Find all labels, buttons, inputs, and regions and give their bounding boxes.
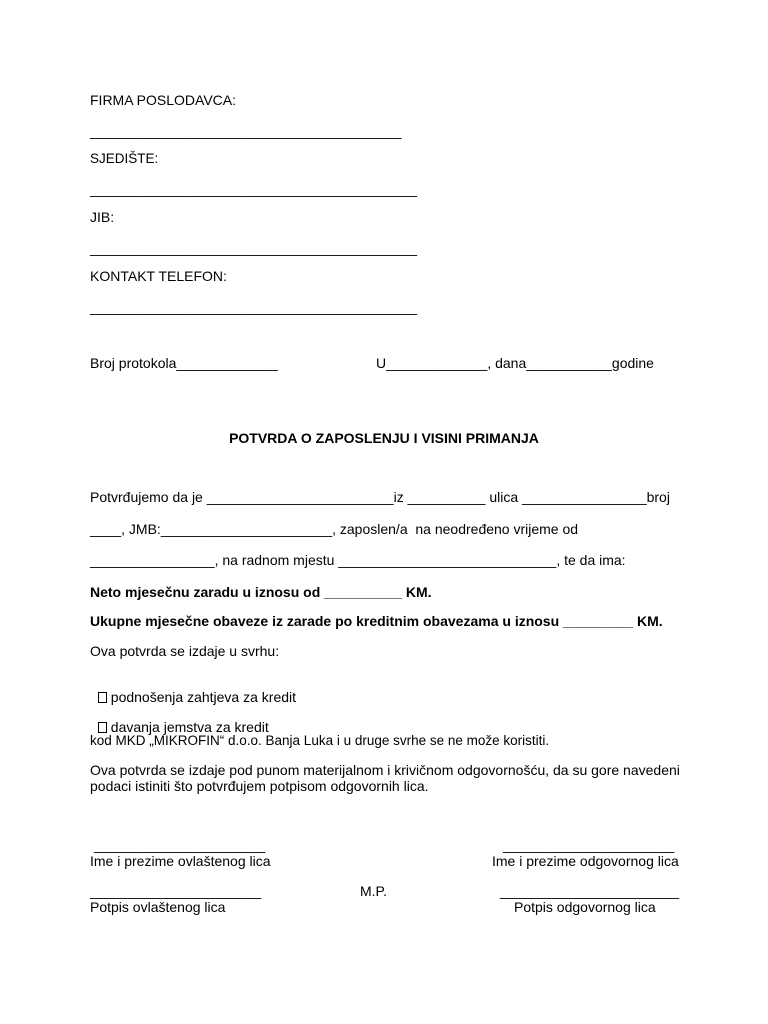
kontakt-input-line[interactable]: __________________________________________: [90, 299, 418, 315]
option-kredit[interactable]: [90, 673, 296, 705]
mjesto-datum[interactable]: U_____________, dana___________godine: [376, 355, 654, 371]
kreditne-obaveze[interactable]: Ukupne mjesečne obaveze iz zarade po kreditnim obavezama u iznosu _________ KM.: [90, 613, 663, 629]
sjediste-input-line[interactable]: __________________________________________: [90, 181, 418, 197]
svrha-label: Ova potvrda se izdaje u svrhu:: [90, 643, 280, 659]
empty-checkbox-icon[interactable]: [98, 692, 107, 703]
ovlasteni-potpis-label: Potpis ovlaštenog lica: [90, 899, 226, 915]
body-line-2[interactable]: ____, JMB:______________________, zaposlen/a na neodređeno vrijeme od: [90, 521, 579, 537]
kontakt-label: KONTAKT TELEFON:: [90, 268, 227, 284]
odgovorni-potpis-label: Potpis odgovornog lica: [514, 899, 656, 915]
odgovorni-potpis-line[interactable]: _______________________: [500, 883, 680, 899]
odgovornost-line-1: Ova potvrda se izdaje pod punom materijalnom i krivičnom odgovornošću, da su gore navedeni: [90, 762, 680, 778]
ovlasteni-ime-label: Ime i prezime ovlaštenog lica: [90, 853, 271, 869]
broj-protokola[interactable]: Broj protokola_____________: [90, 355, 278, 371]
option-jemstvo-label: davanja jemstva za kredit: [110, 719, 269, 735]
sjediste-label: SJEDIŠTE:: [90, 151, 159, 166]
odgovornost-line-2: podaci istiniti što potvrđujem potpisom odgovornih lica.: [90, 778, 429, 794]
odgovorni-ime-line[interactable]: ______________________: [503, 837, 675, 853]
body-line-1[interactable]: Potvrđujemo da je ________________________iz __________ ulica ________________broj: [90, 489, 670, 505]
mp-stamp-label: M.P.: [360, 883, 387, 899]
firma-input-line[interactable]: ________________________________________: [90, 123, 402, 139]
neto-zarada[interactable]: Neto mjesečnu zaradu u iznosu od __________ KM.: [90, 584, 432, 600]
mkd-note: kod MKD „MIKROFIN“ d.o.o. Banja Luka i u druge svrhe se ne može koristiti.: [90, 733, 550, 748]
firma-label: FIRMA POSLODAVCA:: [90, 92, 236, 108]
document-title: POTVRDA O ZAPOSLENJU I VISINI PRIMANJA: [229, 430, 539, 446]
option-kredit-label: podnošenja zahtjeva za kredit: [110, 689, 297, 705]
odgovorni-ime-label: Ime i prezime odgovornog lica: [492, 853, 679, 869]
empty-checkbox-icon[interactable]: [98, 722, 107, 733]
ovlasteni-potpis-line[interactable]: ______________________: [90, 883, 262, 899]
ovlasteni-ime-line[interactable]: ______________________: [94, 837, 266, 853]
jib-label: JIB:: [90, 209, 115, 225]
jib-input-line[interactable]: __________________________________________: [90, 240, 418, 256]
body-line-3[interactable]: ________________, na radnom mjestu ____________________________, te da ima:: [90, 552, 626, 568]
option-jemstvo[interactable]: [90, 703, 269, 735]
